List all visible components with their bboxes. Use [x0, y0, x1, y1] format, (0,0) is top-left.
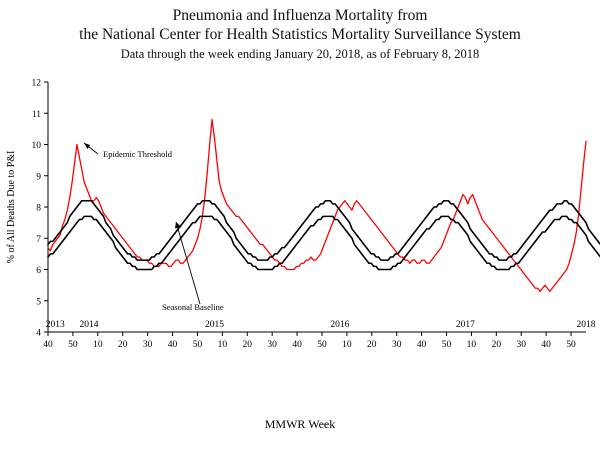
x-tick-label: 20: [491, 340, 502, 350]
y-tick-label: 6: [36, 266, 41, 276]
x-tick-label: 10: [217, 340, 228, 350]
title-line-1: Pneumonia and Influenza Mortality from: [172, 7, 428, 24]
x-tick-label: 30: [267, 340, 277, 350]
x-tick-label: 20: [117, 340, 128, 350]
x-tick-label: 20: [367, 340, 377, 350]
epidemic-threshold-label: Epidemic Threshold: [103, 149, 173, 159]
x-tick-label: 40: [416, 340, 427, 350]
x-tick-label: 20: [242, 340, 253, 350]
seasonal-baseline-label: Seasonal Baseline: [162, 302, 224, 312]
year-label: 2018: [576, 320, 596, 330]
x-tick-label: 50: [192, 340, 203, 350]
x-tick-label: 10: [93, 340, 103, 350]
chart-title-block: [0, 6, 600, 63]
y-tick-label: 7: [36, 234, 41, 245]
y-tick-label: 4: [36, 328, 41, 339]
x-tick-label: 50: [441, 340, 452, 350]
x-tick-label: 30: [142, 340, 153, 350]
y-tick-label: 9: [36, 172, 41, 183]
y-tick-label: 8: [36, 203, 41, 214]
x-tick-label: 30: [516, 340, 526, 350]
chart-subtitle: Data through the week ending January 20, 2018, as of February 8, 2018: [120, 47, 480, 61]
x-tick-label: 40: [292, 340, 302, 350]
y-tick-label: 10: [31, 141, 41, 151]
x-axis-title-wrap: [0, 415, 600, 433]
chart-svg: [0, 70, 600, 415]
chart-plot-area: [0, 70, 600, 415]
plot-background: [0, 70, 600, 415]
x-tick-label: 10: [342, 340, 352, 350]
x-tick-label: 50: [566, 340, 576, 350]
year-label: 2013: [45, 320, 65, 330]
x-tick-label: 50: [68, 340, 78, 350]
year-label: 2014: [79, 320, 99, 330]
year-label: 2016: [330, 320, 350, 330]
x-tick-label: 50: [317, 340, 327, 350]
title-line-2: the National Center for Health Statistics Mortality Surveillance System: [79, 26, 521, 43]
x-tick-label: 30: [391, 340, 402, 350]
y-tick-label: 12: [31, 78, 41, 89]
x-tick-label: 40: [541, 340, 551, 350]
year-label: 2015: [204, 320, 224, 330]
x-tick-label: 40: [167, 340, 178, 350]
year-label: 2017: [455, 320, 475, 330]
x-axis-title: MMWR Week: [264, 417, 336, 431]
x-tick-label: 10: [466, 340, 477, 350]
y-tick-label: 5: [36, 297, 41, 308]
x-tick-label: 40: [43, 340, 53, 350]
y-tick-label: 11: [31, 109, 41, 120]
y-axis-title: % of All Deaths Due to P&I: [6, 150, 17, 264]
